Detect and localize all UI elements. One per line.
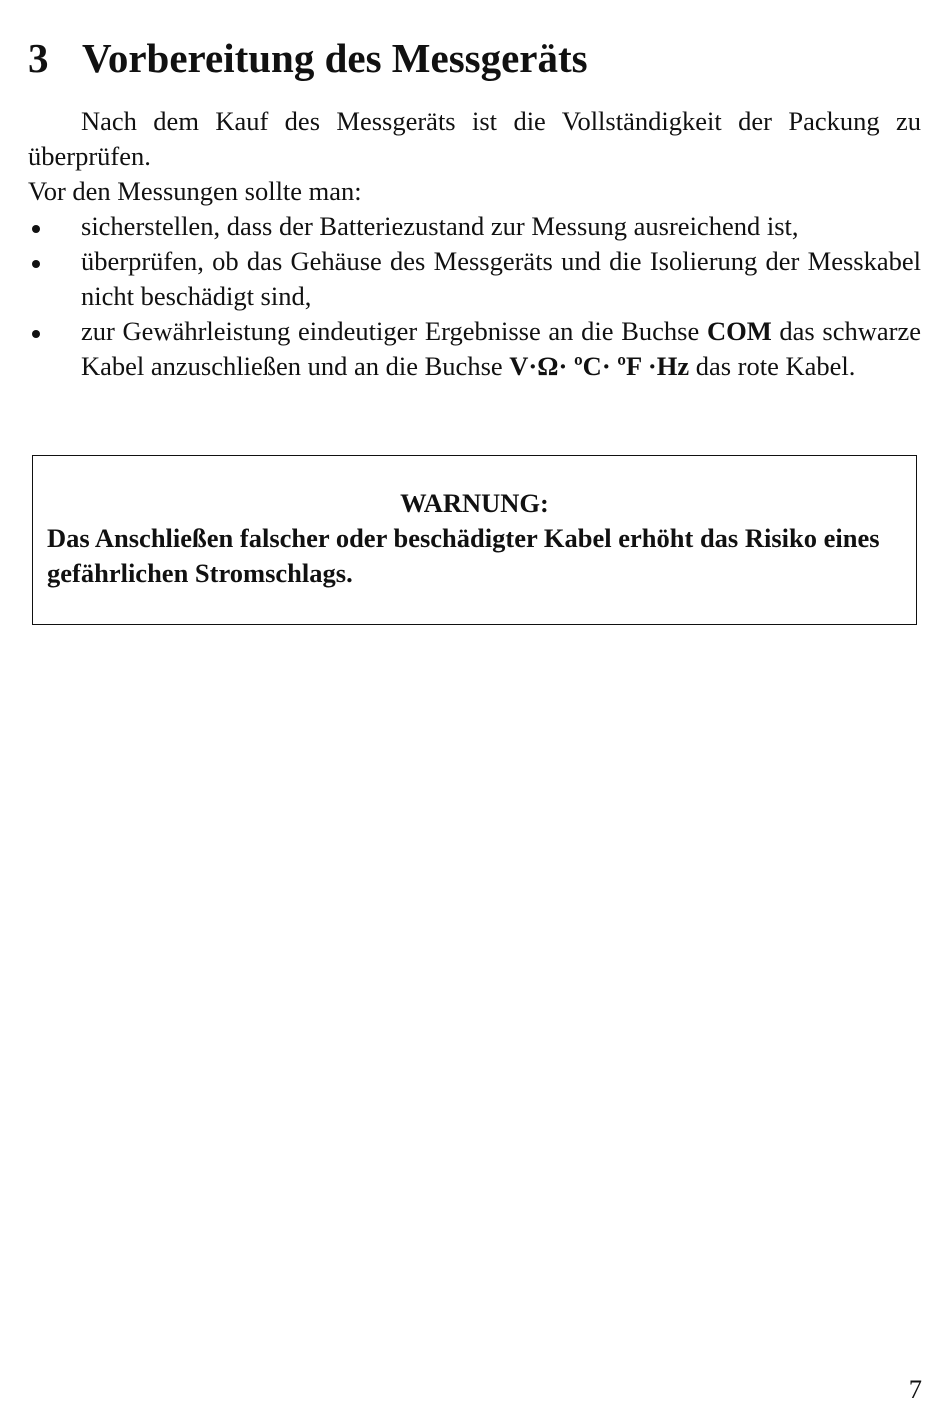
- warning-box: [32, 455, 917, 625]
- list-item-text: sicherstellen, dass der Batteriezustand zur Messung ausreichend ist,: [81, 211, 799, 241]
- list-item: [28, 209, 921, 244]
- section-heading: [28, 28, 588, 88]
- bullet-icon: [28, 209, 44, 244]
- list-item: [28, 314, 921, 384]
- section-number: 3: [28, 35, 49, 81]
- warning-title: WARNUNG:: [400, 488, 549, 518]
- list-item-text: zur Gewährleistung eindeutiger Ergebnisse an die Buchse: [81, 316, 707, 346]
- page-number: 7: [908, 1374, 922, 1404]
- section-body: [28, 104, 921, 384]
- warning-text: Das Anschließen falscher oder beschädigter Kabel erhöht das Risiko eines gefährlichen Stromschlags.: [47, 523, 880, 588]
- bullet-icon: [28, 314, 44, 349]
- intro-paragraph: Nach dem Kauf des Messgeräts ist die Vollständigkeit der Packung zu überprüfen.: [28, 106, 921, 171]
- checklist: [28, 209, 921, 384]
- list-item: [28, 244, 921, 314]
- lead-paragraph: Vor den Messungen sollte man:: [28, 176, 362, 206]
- v-socket-label: V·Ω· ºC· ºF ·Hz: [509, 351, 690, 381]
- bullet-icon: [28, 244, 44, 279]
- list-item-text: das schwarze Kabel anzuschließen und an die Buchse: [81, 316, 922, 381]
- list-item-text: das rote Kabel.: [689, 351, 856, 381]
- section-title: Vorbereitung des Messgeräts: [82, 35, 588, 81]
- list-item-text: überprüfen, ob das Gehäuse des Messgeräts und die Isolierung der Messkabel nicht beschädigt sind,: [81, 246, 921, 311]
- com-socket-label: COM: [706, 316, 772, 346]
